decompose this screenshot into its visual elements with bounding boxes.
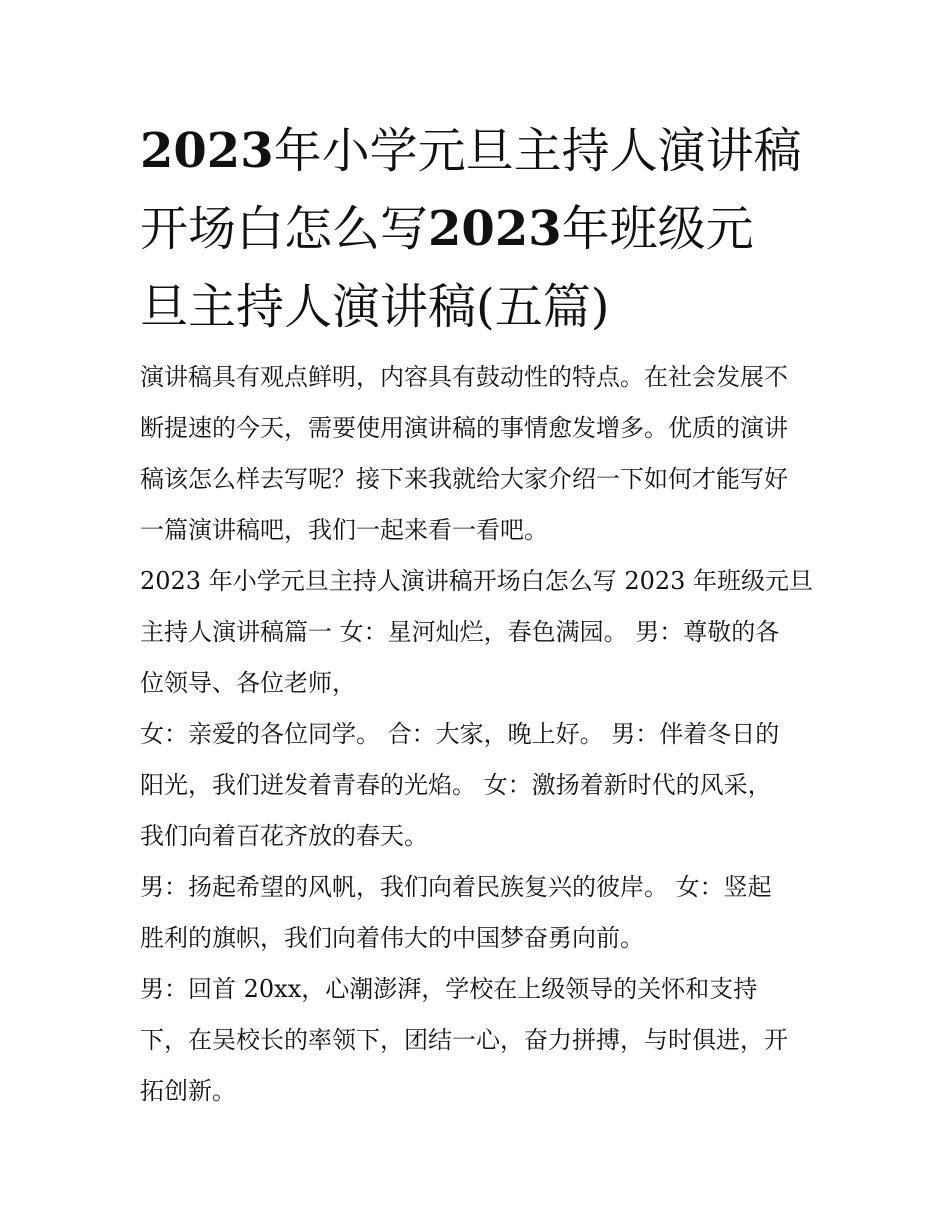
text-line: 我们向着百花齐放的春天。 — [140, 822, 428, 850]
text-line: 一篇演讲稿吧，我们一起来看一看吧。 — [140, 516, 548, 544]
title-line-3 — [140, 268, 820, 346]
title-text: 年班级元 — [561, 201, 754, 257]
text-line: 主持人演讲稿篇一 女：星河灿烂，春色满园。 男：尊敬的各 — [140, 618, 780, 646]
text-line: 2023 年小学元旦主持人演讲稿开场白怎么写 2023 年班级元旦 — [140, 567, 814, 595]
document-title — [140, 112, 820, 346]
text-line: 男：回首 20xx，心潮澎湃，学校在上级领导的关怀和支持 — [140, 975, 758, 1003]
document-body — [140, 352, 820, 1117]
paragraph-dialogue — [140, 862, 820, 964]
title-line-1 — [140, 112, 820, 190]
text-line: 男：扬起希望的风帆，我们向着民族复兴的彼岸。 女：竖起 — [140, 873, 772, 901]
title-line-2 — [140, 190, 820, 268]
title-year: 2023 — [428, 201, 562, 257]
text-line: 拓创新。 — [140, 1077, 236, 1105]
paragraph-intro — [140, 352, 820, 556]
text-line: 阳光，我们迸发着青春的光焰。 女：激扬着新时代的风采， — [140, 771, 772, 799]
text-line: 胜利的旗帜，我们向着伟大的中国梦奋勇向前。 — [140, 924, 644, 952]
paragraph-dialogue — [140, 709, 820, 862]
text-line: 稿该怎么样去写呢？接下来我就给大家介绍一下如何才能写好 — [140, 465, 788, 493]
title-text: 开场白怎么写 — [140, 201, 429, 257]
text-line: 断提速的今天，需要使用演讲稿的事情愈发增多。优质的演讲 — [140, 414, 788, 442]
title-text: 年小学元旦主持人演讲稿 — [273, 123, 802, 179]
text-line: 女：亲爱的各位同学。 合：大家，晚上好。 男：伴着冬日的 — [140, 720, 780, 748]
paragraph-dialogue — [140, 964, 820, 1117]
text-line: 位领导、各位老师， — [140, 669, 356, 697]
text-line: 下，在吴校长的率领下，团结一心，奋力拼搏，与时俱进，开 — [140, 1026, 788, 1054]
title-text: 旦主持人演讲稿(五篇) — [140, 279, 610, 335]
text-line: 演讲稿具有观点鲜明，内容具有鼓动性的特点。在社会发展不 — [140, 363, 788, 391]
title-year: 2023 — [140, 123, 274, 179]
paragraph-section-heading — [140, 556, 820, 709]
